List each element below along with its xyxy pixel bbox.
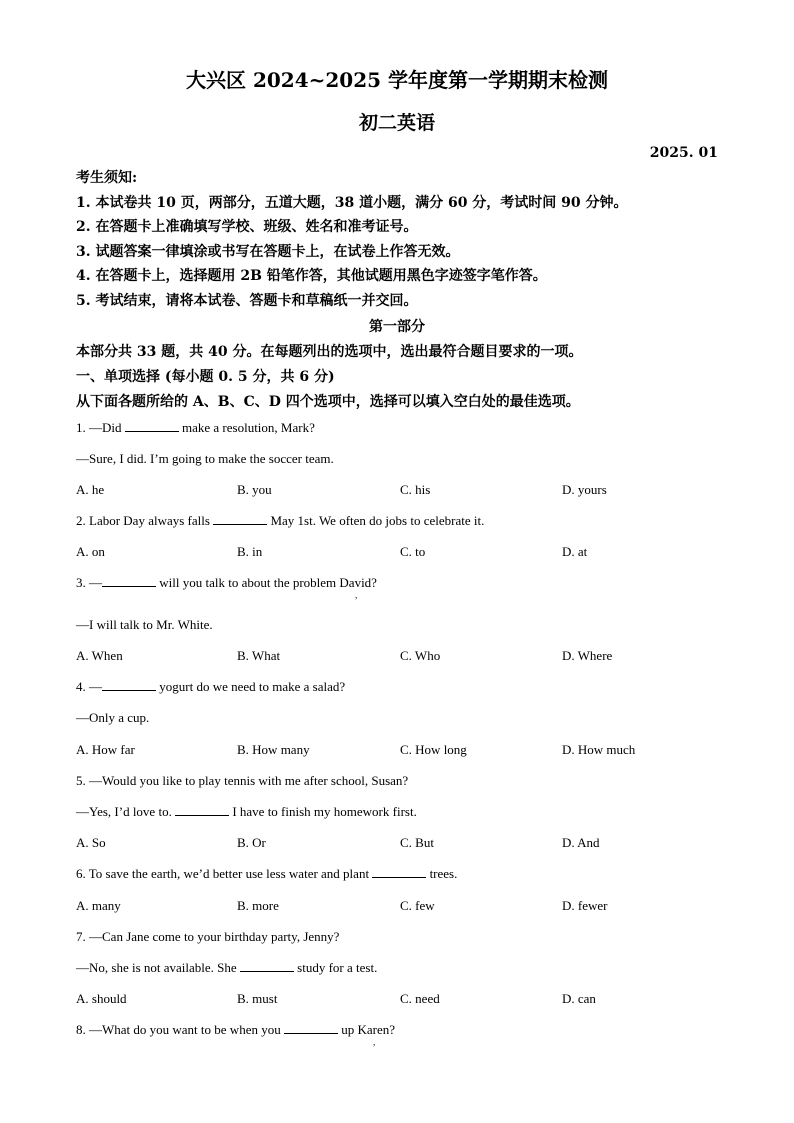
option-b: B. you <box>237 482 272 497</box>
option-b: B. in <box>237 544 263 559</box>
option-d: D. yours <box>562 482 607 497</box>
option-c: C. few <box>400 898 435 913</box>
comma-mark: , <box>355 590 358 600</box>
option-c: C. How long <box>400 742 467 757</box>
answer-blank <box>102 679 156 691</box>
option-d: D. at <box>562 544 588 559</box>
question-8 <box>76 1022 395 1038</box>
option-d: D. Where <box>562 648 613 663</box>
option-c: C. his <box>400 482 431 497</box>
notice-item: 4. 在答题卡上，选择题用 2B 铅笔作答，其他试题用黑色字迹签字笔作答。 <box>76 268 547 285</box>
question-3 <box>76 575 377 591</box>
question-7: 7. —Can Jane come to your birthday party, Jenny? <box>76 929 340 944</box>
answer-blank <box>284 1022 338 1034</box>
option-d: D. fewer <box>562 898 608 913</box>
question-1-reply: —Sure, I did. I’m going to make the soccer team. <box>76 451 334 466</box>
question-text: 8. —What do you want to be when you <box>76 1022 281 1037</box>
option-a: A. How far <box>76 742 135 757</box>
notice-block <box>76 166 628 314</box>
option-c: C. need <box>400 991 440 1006</box>
option-d: D. can <box>562 991 596 1006</box>
question-2 <box>76 513 484 529</box>
question-text: 2. Labor Day always falls <box>76 513 210 528</box>
question-4 <box>76 679 345 695</box>
question-7-reply <box>76 960 377 976</box>
question-text: 4. — <box>76 679 102 694</box>
option-a: A. So <box>76 835 106 850</box>
option-b: B. must <box>237 991 278 1006</box>
option-a: A. many <box>76 898 121 913</box>
notice-item: 2. 在答题卡上准确填写学校、班级、姓名和准考证号。 <box>76 219 418 236</box>
question-text: 3. — <box>76 575 102 590</box>
question-6 <box>76 866 457 882</box>
question-3-reply: —I will talk to Mr. White. <box>76 617 213 632</box>
question-text: 6. To save the earth, we’d better use less water and plant <box>76 866 370 881</box>
option-c: C. Who <box>400 648 441 663</box>
option-c: C. to <box>400 544 426 559</box>
question-text: up Karen? <box>341 1022 395 1037</box>
question-text: yogurt do we need to make a salad? <box>159 679 346 694</box>
exam-subtitle: 初二英语 <box>358 112 435 134</box>
option-b: B. Or <box>237 835 266 850</box>
option-d: D. How much <box>562 742 636 757</box>
question-text: 1. —Did <box>76 420 122 435</box>
option-a: A. should <box>76 991 127 1006</box>
answer-blank <box>125 420 179 432</box>
section-heading: 一、单项选择 (每小题 0. 5 分，共 6 分) <box>76 369 335 385</box>
notice-heading: 考生须知: <box>76 170 138 186</box>
question-5: 5. —Would you like to play tennis with me after school, Susan? <box>76 773 409 788</box>
option-c: C. But <box>400 835 434 850</box>
option-b: B. more <box>237 898 279 913</box>
option-a: A. on <box>76 544 105 559</box>
notice-item: 1. 本试卷共 10 页，两部分，五道大题，38 道小题，满分 60 分，考试时间 90 分钟。 <box>76 194 628 211</box>
question-text: make a resolution, Mark? <box>182 420 315 435</box>
answer-blank <box>175 804 229 816</box>
option-d: D. And <box>562 835 600 850</box>
question-text: May 1st. We often do jobs to celebrate it. <box>270 513 485 528</box>
part-title: 第一部分 <box>369 319 425 335</box>
comma-mark: , <box>373 1037 376 1047</box>
answer-blank <box>372 866 426 878</box>
option-a: A. When <box>76 648 123 663</box>
question-text: trees. <box>429 866 458 881</box>
option-b: B. How many <box>237 742 310 757</box>
notice-item: 3. 试题答案一律填涂或书写在答题卡上，在试卷上作答无效。 <box>76 243 460 260</box>
notice-item: 5. 考试结束，请将本试卷、答题卡和草稿纸一并交回。 <box>76 292 418 309</box>
answer-blank <box>240 960 294 972</box>
part-intro: 本部分共 33 题，共 40 分。在每题列出的选项中，选出最符合题目要求的一项。 <box>76 344 583 360</box>
reply-text: study for a test. <box>297 960 378 975</box>
option-a: A. he <box>76 482 105 497</box>
option-b: B. What <box>237 648 281 663</box>
question-text: will you talk to about the problem David? <box>159 575 377 590</box>
section-instruction: 从下面各题所给的 A、B、C、D 四个选项中，选择可以填入空白处的最佳选项。 <box>76 394 580 410</box>
answer-blank <box>102 575 156 587</box>
reply-text: —Yes, I’d love to. <box>76 804 172 819</box>
answer-blank <box>213 513 267 525</box>
exam-title: 大兴区 2024~2025 学年度第一学期期末检测 <box>185 68 608 92</box>
question-4-reply: —Only a cup. <box>76 710 150 725</box>
exam-date: 2025. 01 <box>649 145 718 161</box>
question-1 <box>76 420 315 436</box>
reply-text: —No, she is not available. She <box>76 960 237 975</box>
question-5-reply <box>76 804 417 820</box>
reply-text: I have to finish my homework first. <box>232 804 417 819</box>
part-intro-block <box>76 340 582 415</box>
